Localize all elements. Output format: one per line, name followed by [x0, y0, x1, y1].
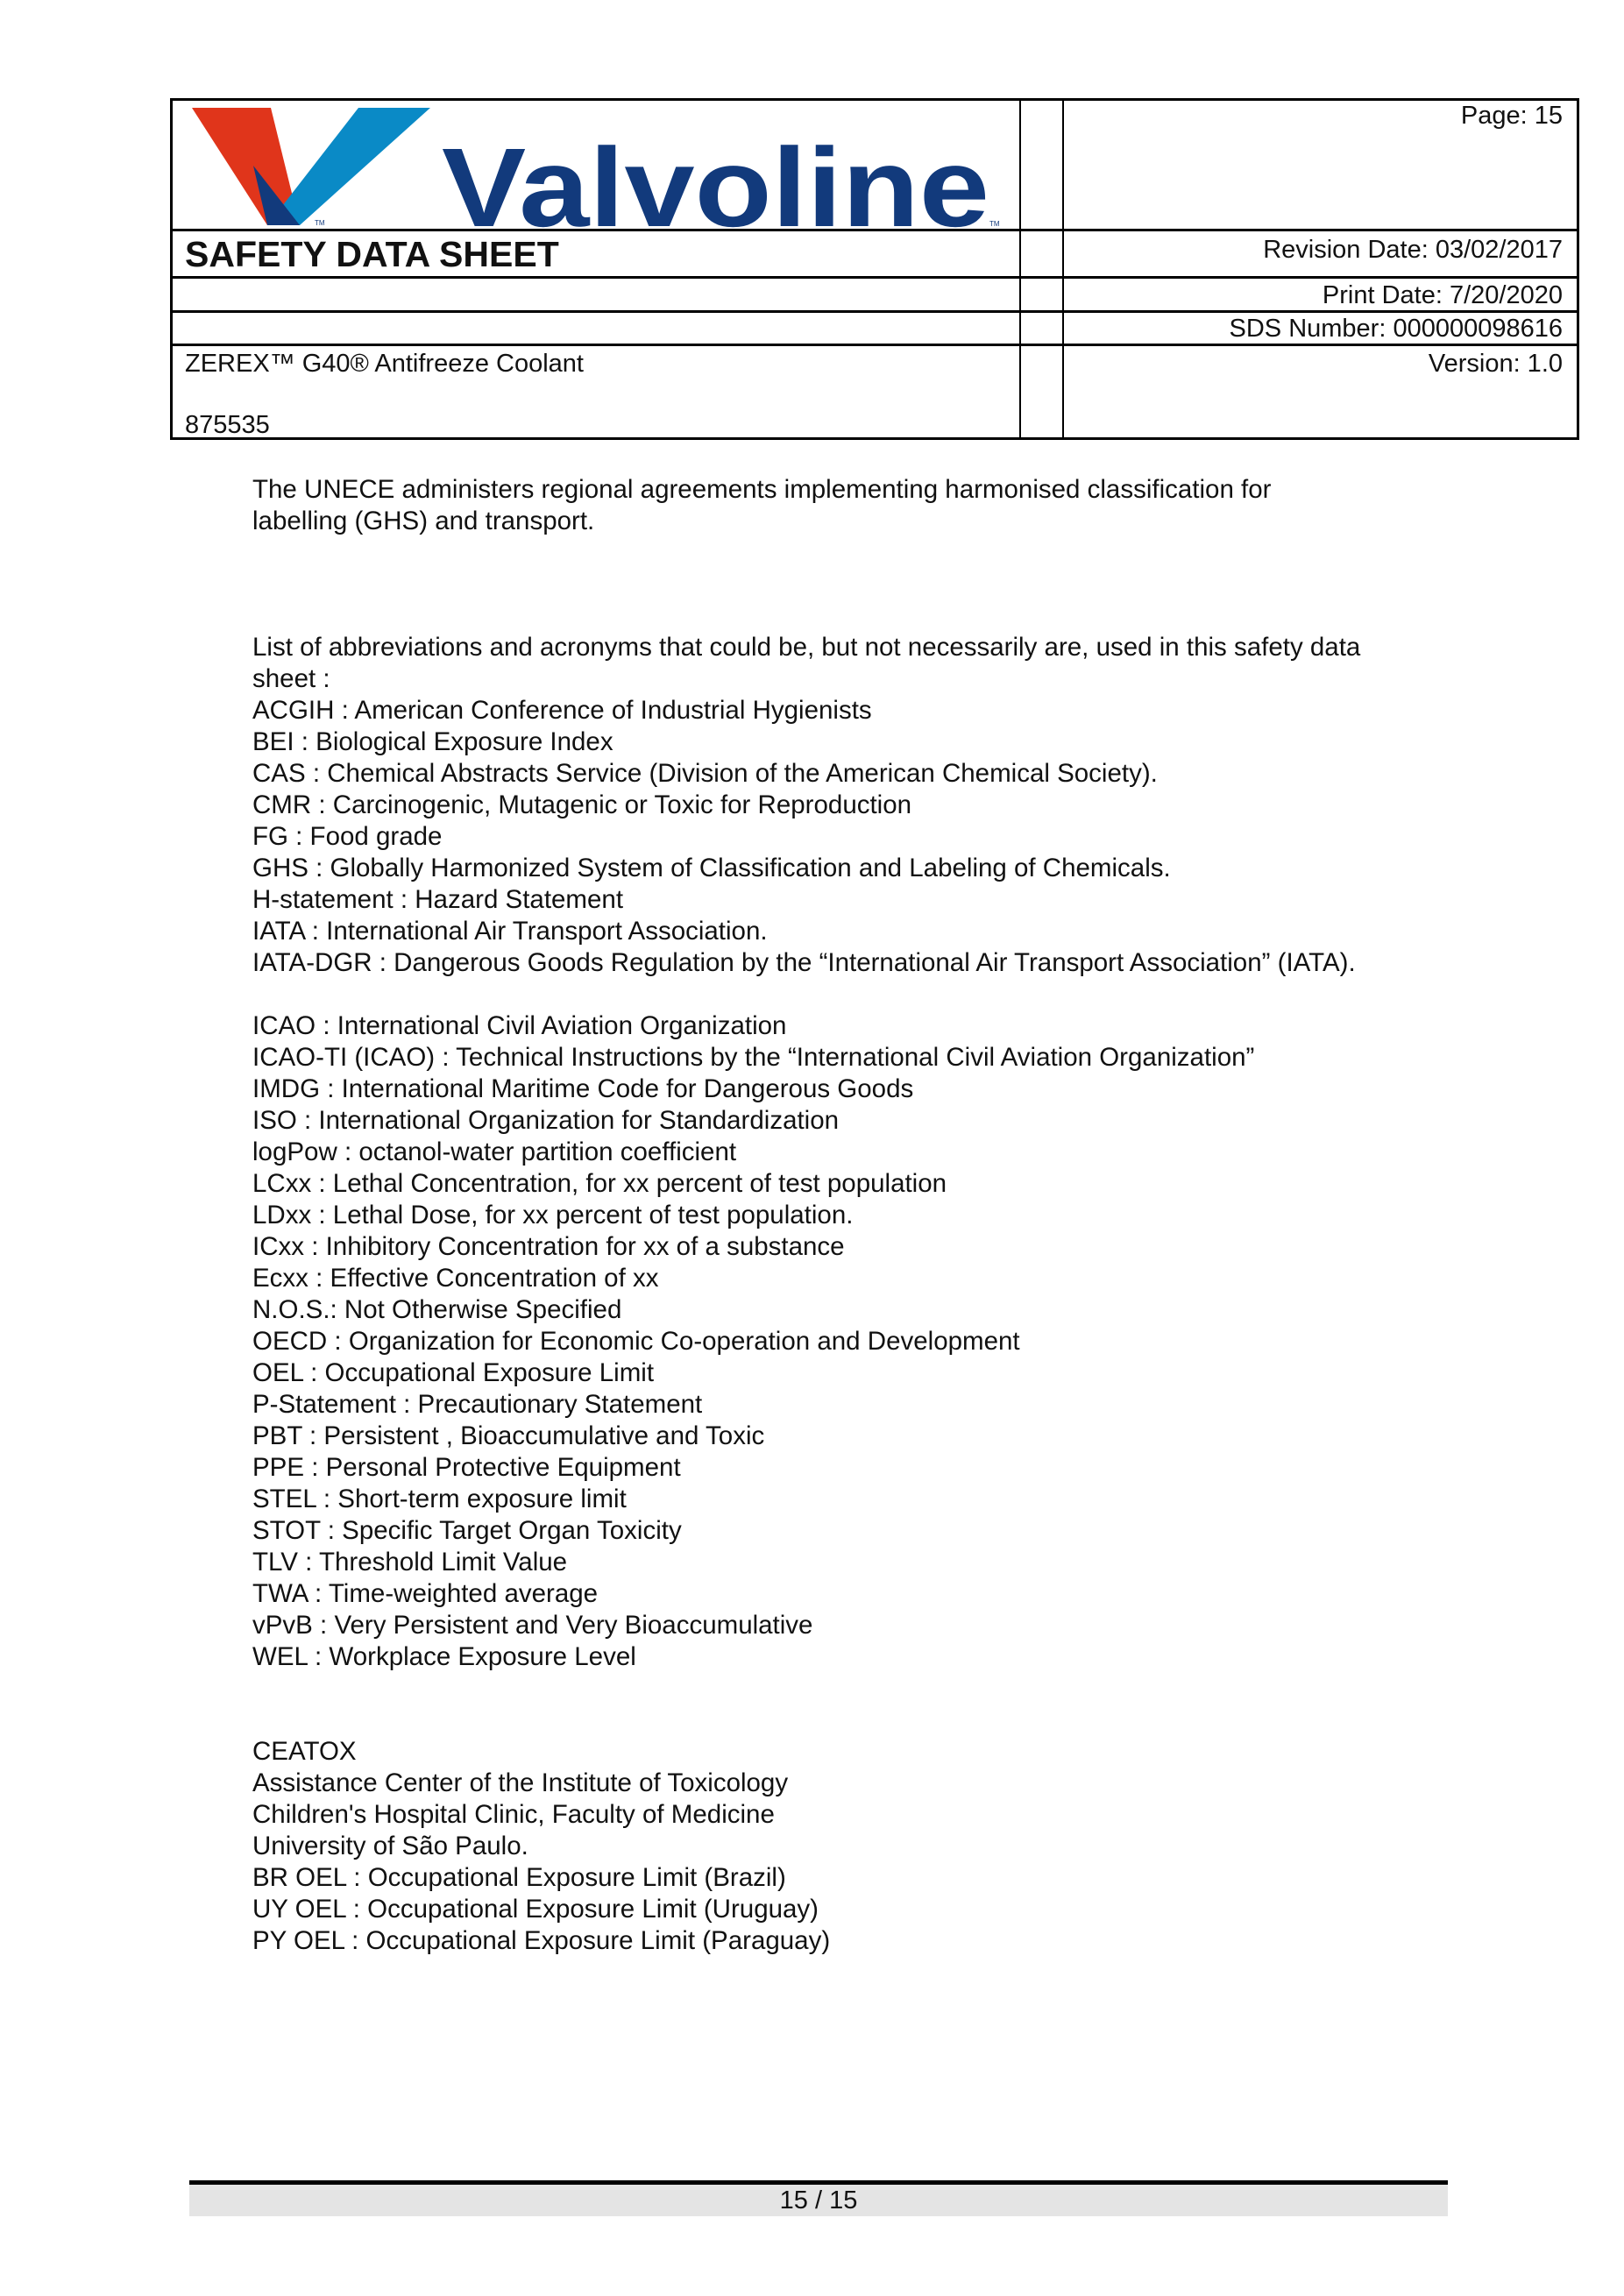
- text-line: PY OEL : Occupational Exposure Limit (Paraguay): [252, 1926, 831, 1955]
- blank-line: [252, 569, 1360, 600]
- text-line: CAS : Chemical Abstracts Service (Division of the American Chemical Society).: [252, 759, 1158, 788]
- text-line: Children's Hospital Clinic, Faculty of Medicine: [252, 1800, 775, 1829]
- text-line: N.O.S.: Not Otherwise Specified: [252, 1295, 622, 1324]
- text-line: UY OEL : Occupational Exposure Limit (Uruguay): [252, 1895, 819, 1924]
- divider: [1019, 101, 1021, 437]
- product-name: ZEREX™ G40® Antifreeze Coolant: [185, 350, 584, 378]
- blank-line: [252, 1704, 1360, 1736]
- divider: [173, 229, 1577, 231]
- text-line: IMDG : International Maritime Code for Dangerous Goods: [252, 1074, 914, 1103]
- text-line: BR OEL : Occupational Exposure Limit (Brazil): [252, 1863, 786, 1892]
- text-line: STOT : Specific Target Organ Toxicity: [252, 1516, 682, 1545]
- text-line: OECD : Organization for Economic Co-operation and Development: [252, 1327, 1020, 1356]
- version: Version: 1.0: [1428, 350, 1563, 378]
- blank-line: [252, 979, 1360, 1010]
- text-line: LCxx : Lethal Concentration, for xx percent of test population: [252, 1169, 947, 1198]
- print-date: Print Date: 7/20/2020: [1322, 281, 1563, 309]
- text-line: The UNECE administers regional agreements implementing harmonised classification for: [252, 475, 1272, 504]
- text-line: H-statement : Hazard Statement: [252, 885, 624, 914]
- text-line: ACGIH : American Conference of Industrial Hygienists: [252, 696, 872, 725]
- text-line: vPvB : Very Persistent and Very Bioaccumulative: [252, 1611, 813, 1640]
- text-line: Ecxx : Effective Concentration of xx: [252, 1264, 659, 1293]
- text-line: PBT : Persistent , Bioaccumulative and Toxic: [252, 1421, 765, 1450]
- text-line: University of São Paulo.: [252, 1832, 528, 1860]
- svg-text:TM: TM: [989, 220, 1000, 228]
- sds-number: SDS Number: 000000098616: [1229, 315, 1563, 343]
- text-line: STEL : Short-term exposure limit: [252, 1485, 627, 1513]
- divider: [173, 344, 1577, 346]
- text-line: LDxx : Lethal Dose, for xx percent of test population.: [252, 1201, 854, 1229]
- text-line: IATA : International Air Transport Association.: [252, 917, 768, 946]
- text-line: WEL : Workplace Exposure Level: [252, 1642, 636, 1671]
- text-line: CEATOX: [252, 1737, 357, 1766]
- text-line: ICxx : Inhibitory Concentration for xx of a substance: [252, 1232, 845, 1261]
- text-line: P-Statement : Precautionary Statement: [252, 1390, 703, 1419]
- text-line: IATA-DGR : Dangerous Goods Regulation by the “International Air Transport Association” (IATA).: [252, 948, 1356, 977]
- revision-date: Revision Date: 03/02/2017: [1263, 236, 1563, 264]
- text-line: Assistance Center of the Institute of Toxicology: [252, 1768, 789, 1797]
- document-type: SAFETY DATA SHEET: [185, 234, 559, 274]
- text-line: List of abbreviations and acronyms that could be, but not necessarily are, used in this safety data: [252, 633, 1361, 662]
- logo-wordmark: Valvoline: [442, 125, 989, 229]
- text-line: ISO : International Organization for Standardization: [252, 1106, 840, 1135]
- text-line: logPow : octanol-water partition coefficient: [252, 1137, 737, 1166]
- valvoline-logo: [192, 104, 1016, 229]
- footer: [189, 2185, 1448, 2216]
- text-line: TWA : Time-weighted average: [252, 1579, 599, 1608]
- divider: [173, 276, 1577, 279]
- divider: [173, 310, 1577, 313]
- text-line: ICAO : International Civil Aviation Organization: [252, 1011, 787, 1040]
- divider: [1062, 101, 1064, 437]
- text-line: sheet :: [252, 664, 330, 693]
- text-line: labelling (GHS) and transport.: [252, 507, 595, 535]
- text-line: BEI : Biological Exposure Index: [252, 727, 613, 756]
- text-line: PPE : Personal Protective Equipment: [252, 1453, 681, 1482]
- text-line: ICAO-TI (ICAO) : Technical Instructions by the “International Civil Aviation Organization”: [252, 1043, 1255, 1072]
- text-line: FG : Food grade: [252, 822, 443, 851]
- text-line: GHS : Globally Harmonized System of Classification and Labeling of Chemicals.: [252, 854, 1171, 882]
- blank-line: [252, 1673, 1360, 1704]
- product-code: 875535: [185, 411, 270, 439]
- document-header: [170, 98, 1579, 440]
- text-line: TLV : Threshold Limit Value: [252, 1548, 568, 1577]
- svg-text:TM: TM: [315, 219, 325, 227]
- blank-line: [252, 600, 1360, 632]
- text-line: CMR : Carcinogenic, Mutagenic or Toxic for Reproduction: [252, 790, 912, 819]
- text-line: OEL : Occupational Exposure Limit: [252, 1358, 655, 1387]
- blank-line: [252, 537, 1360, 569]
- page-counter: 15 / 15: [779, 2186, 858, 2215]
- document-body: [252, 474, 1360, 1957]
- page-number: Page: 15: [1460, 102, 1563, 130]
